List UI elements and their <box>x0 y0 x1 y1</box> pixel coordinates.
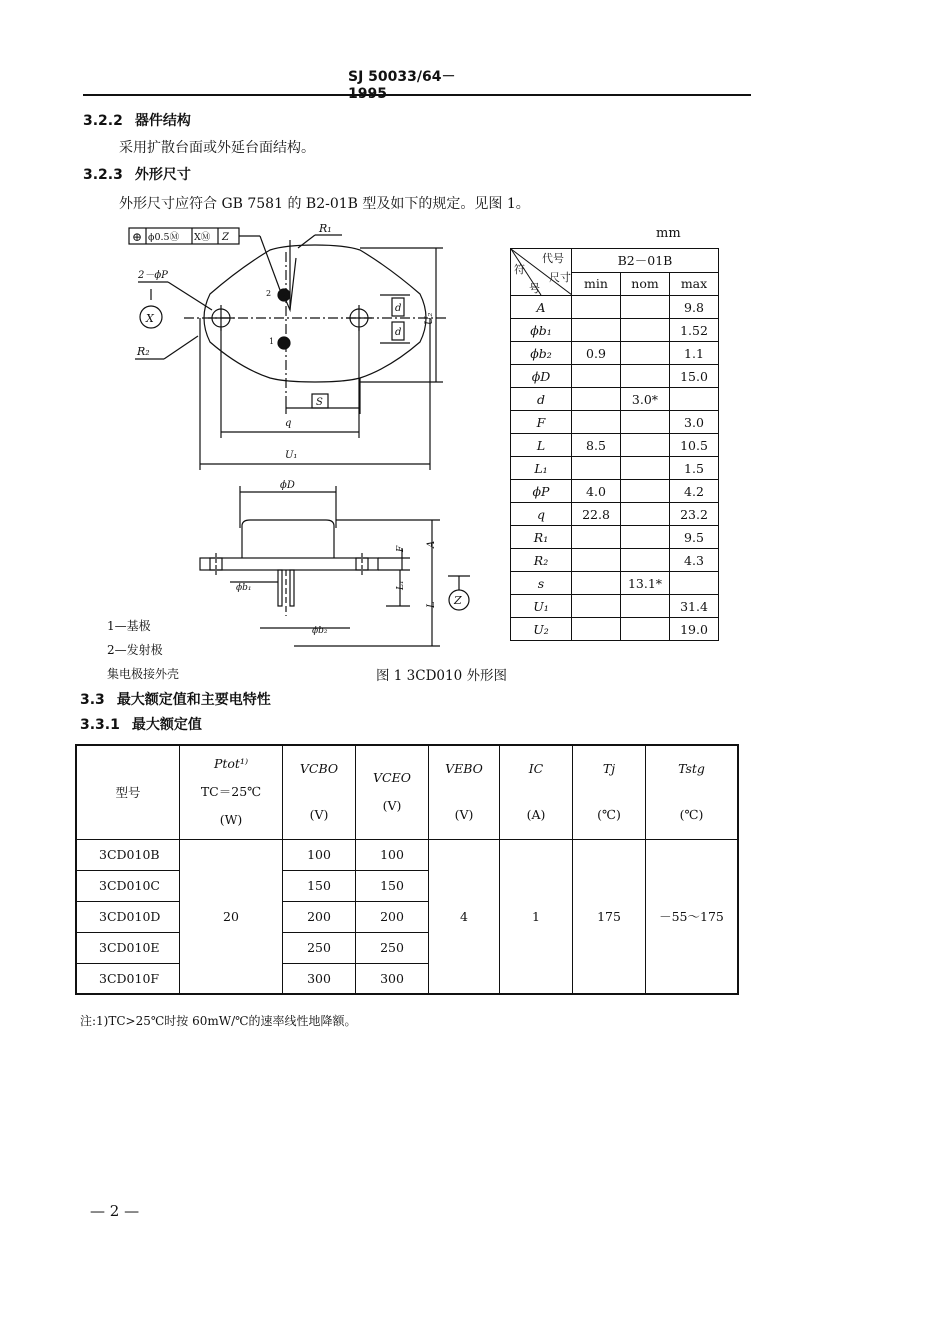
pin-1 <box>278 337 290 349</box>
nom-value <box>621 503 670 526</box>
max-value: 9.5 <box>670 526 719 549</box>
header-tj <box>573 745 646 839</box>
vceo-value: 250 <box>356 932 429 963</box>
min-value <box>572 549 621 572</box>
model-cell: 3CD010B <box>76 839 180 870</box>
footnote: 注:1)TC>25℃时按 60mW/℃的速率线性地降额。 <box>80 1014 357 1028</box>
table-row <box>511 549 719 572</box>
document-number: SJ 50033/64－1995 <box>348 69 456 102</box>
unit-label: mm <box>656 226 681 241</box>
pin-2-label: 2 <box>266 289 272 298</box>
max-value: 31.4 <box>670 595 719 618</box>
min-value <box>572 411 621 434</box>
header-model: 型号 <box>76 745 180 839</box>
min-value <box>572 618 621 641</box>
nom-value: 3.0* <box>621 388 670 411</box>
tj-value: 175 <box>573 839 646 994</box>
col-nom: nom <box>621 272 670 296</box>
max-value: 3.0 <box>670 411 719 434</box>
label-l: L <box>426 601 437 608</box>
vcbo-value: 150 <box>283 870 356 901</box>
table-row <box>511 319 719 342</box>
table-row <box>511 572 719 595</box>
nom-value <box>621 549 670 572</box>
nom-value <box>621 618 670 641</box>
corner-left: 符 <box>514 263 525 276</box>
side-view <box>200 480 470 646</box>
table-row <box>511 411 719 434</box>
max-value: 1.1 <box>670 342 719 365</box>
section-title: 最大额定值和主要电特性 <box>116 692 271 708</box>
vcbo-symbol: VCBO <box>299 761 339 777</box>
min-value <box>572 365 621 388</box>
nom-value <box>621 457 670 480</box>
vceo-value: 300 <box>356 963 429 994</box>
table-row <box>511 480 719 503</box>
min-value: 22.8 <box>572 503 621 526</box>
symbol: ϕb₁ <box>511 319 572 342</box>
table-row <box>511 503 719 526</box>
section-number: 3.3 <box>80 692 105 708</box>
datum-z: Z <box>222 232 229 243</box>
pin-legend <box>107 614 179 686</box>
legend-item: 1—基极 <box>107 619 151 633</box>
symbol: ϕD <box>511 365 572 388</box>
symbol: U₂ <box>511 618 572 641</box>
symbol: q <box>511 503 572 526</box>
symbol: R₁ <box>511 526 572 549</box>
nom-value <box>621 342 670 365</box>
nom-value <box>621 411 670 434</box>
tj-unit: (℃) <box>597 807 621 823</box>
ic-value: 1 <box>500 839 573 994</box>
max-value <box>670 388 719 411</box>
label-phid: ϕD <box>280 480 295 491</box>
max-value: 1.52 <box>670 319 719 342</box>
max-value: 4.3 <box>670 549 719 572</box>
label-d-bottom: d <box>395 327 402 338</box>
tolerance-value: ϕ0.5Ⓜ <box>148 232 180 243</box>
section-title: 外形尺寸 <box>134 167 191 183</box>
nom-value <box>621 319 670 342</box>
label-u1: U₁ <box>285 450 298 461</box>
section-3-2-2-heading <box>83 110 191 130</box>
model-header: B2－01B <box>572 249 719 273</box>
table-row <box>511 595 719 618</box>
section-title: 器件结构 <box>134 113 191 129</box>
max-value <box>670 572 719 595</box>
corner-cell <box>511 249 572 296</box>
label-u2: U₂ <box>424 312 435 325</box>
ic-symbol: IC <box>528 761 544 777</box>
ic-unit: (A) <box>526 807 546 823</box>
section-number: 3.2.3 <box>83 167 123 183</box>
header-tstg <box>646 745 739 839</box>
label-r1: R₁ <box>319 222 332 235</box>
max-value: 9.8 <box>670 296 719 319</box>
section-3-2-2-body: 采用扩散台面或外延台面结构。 <box>119 140 315 156</box>
symbol: F <box>511 411 572 434</box>
min-value <box>572 296 621 319</box>
table-row <box>511 526 719 549</box>
symbol: R₂ <box>511 549 572 572</box>
table-row <box>76 839 738 870</box>
model-cell: 3CD010C <box>76 870 180 901</box>
vcbo-value: 300 <box>283 963 356 994</box>
symbol: s <box>511 572 572 595</box>
nom-value <box>621 526 670 549</box>
min-value <box>572 572 621 595</box>
symbol: d <box>511 388 572 411</box>
tj-symbol: Tj <box>602 761 616 777</box>
label-2-phip: 2－ϕP <box>138 270 168 281</box>
nom-value: 13.1* <box>621 572 670 595</box>
nom-value <box>621 296 670 319</box>
header-vceo <box>356 745 429 839</box>
pin-1-label: 1 <box>269 337 275 346</box>
vcbo-value: 100 <box>283 839 356 870</box>
header-ptot <box>180 745 283 839</box>
page-number: — 2 — <box>90 1202 140 1220</box>
ptot-unit: (W) <box>219 812 243 828</box>
max-ratings-table <box>75 744 739 995</box>
header-vcbo <box>283 745 356 839</box>
model-cell: 3CD010D <box>76 901 180 932</box>
min-value <box>572 457 621 480</box>
tstg-symbol: Tstg <box>678 761 705 777</box>
label-a: A <box>426 540 437 548</box>
max-value: 1.5 <box>670 457 719 480</box>
max-value: 4.2 <box>670 480 719 503</box>
legend-item: 集电极接外壳 <box>107 667 180 681</box>
flange-outline <box>204 245 426 382</box>
ptot-condition: TC＝25℃ <box>200 784 262 800</box>
nom-value <box>621 434 670 457</box>
table-row <box>511 388 719 411</box>
symbol: A <box>511 296 572 319</box>
vcbo-unit: (V) <box>309 807 329 823</box>
min-value <box>572 595 621 618</box>
label-s: S <box>316 397 323 408</box>
position-symbol: ⊕ <box>132 230 143 244</box>
max-value: 10.5 <box>670 434 719 457</box>
vceo-symbol: VCEO <box>373 770 411 786</box>
ptot-symbol: Ptot¹⁾ <box>213 756 249 772</box>
symbol: ϕb₂ <box>511 342 572 365</box>
table-row <box>511 342 719 365</box>
vceo-unit: (V) <box>382 798 402 814</box>
col-max: max <box>670 272 719 296</box>
label-d-top: d <box>395 303 402 314</box>
table-row <box>511 618 719 641</box>
vcbo-value: 200 <box>283 901 356 932</box>
label-q: q <box>285 418 292 429</box>
section-number: 3.3.1 <box>80 717 120 733</box>
vceo-value: 100 <box>356 839 429 870</box>
figure-caption: 图 1 3CD010 外形图 <box>376 668 507 684</box>
table-row <box>511 296 719 319</box>
symbol: L <box>511 434 572 457</box>
datum-z-label: Z <box>454 594 462 607</box>
symbol: ϕP <box>511 480 572 503</box>
model-cell: 3CD010E <box>76 932 180 963</box>
header-ic <box>500 745 573 839</box>
min-value: 4.0 <box>572 480 621 503</box>
vceo-value: 150 <box>356 870 429 901</box>
nom-value <box>621 595 670 618</box>
label-r2: R₂ <box>137 345 150 358</box>
symbol: U₁ <box>511 595 572 618</box>
vcbo-value: 250 <box>283 932 356 963</box>
corner-top: 代号 <box>542 252 564 265</box>
header-vebo <box>429 745 500 839</box>
vebo-unit: (V) <box>454 807 474 823</box>
symbol: L₁ <box>511 457 572 480</box>
label-phib1: ϕb₁ <box>236 583 252 593</box>
min-value <box>572 388 621 411</box>
nom-value <box>621 365 670 388</box>
section-number: 3.2.2 <box>83 113 123 129</box>
pin-2 <box>278 289 290 301</box>
min-value: 8.5 <box>572 434 621 457</box>
table-row <box>511 457 719 480</box>
ptot-value: 20 <box>180 839 283 994</box>
max-value: 19.0 <box>670 618 719 641</box>
table-row <box>511 434 719 457</box>
min-value <box>572 319 621 342</box>
min-value: 0.9 <box>572 342 621 365</box>
tstg-value: －55～175 <box>646 839 739 994</box>
corner-mid: 尺寸 <box>549 271 571 284</box>
corner-bottom: 号 <box>529 282 540 295</box>
model-cell: 3CD010F <box>76 963 180 994</box>
section-title: 最大额定值 <box>131 717 202 733</box>
label-f: F <box>396 545 406 552</box>
nom-value <box>621 480 670 503</box>
datum-x: XⓂ <box>194 232 211 243</box>
datum-x-label: X <box>146 312 154 325</box>
max-value: 23.2 <box>670 503 719 526</box>
dimension-table <box>510 248 719 641</box>
label-l1: L₁ <box>396 580 406 590</box>
outline-drawing <box>120 218 500 666</box>
label-phib2: ϕb₂ <box>312 626 328 636</box>
vebo-value: 4 <box>429 839 500 994</box>
min-value <box>572 526 621 549</box>
legend-item: 2—发射极 <box>107 643 163 657</box>
section-3-3-heading <box>80 689 271 709</box>
table-row <box>511 365 719 388</box>
section-3-2-3-body: 外形尺寸应符合 GB 7581 的 B2-01B 型及如下的规定。见图 1。 <box>119 196 530 212</box>
col-min: min <box>572 272 621 296</box>
vebo-symbol: VEBO <box>445 761 483 777</box>
header-rule <box>83 94 751 96</box>
section-3-3-1-heading <box>80 714 202 734</box>
tstg-unit: (℃) <box>679 807 704 823</box>
vceo-value: 200 <box>356 901 429 932</box>
section-3-2-3-heading <box>83 164 191 184</box>
max-value: 15.0 <box>670 365 719 388</box>
